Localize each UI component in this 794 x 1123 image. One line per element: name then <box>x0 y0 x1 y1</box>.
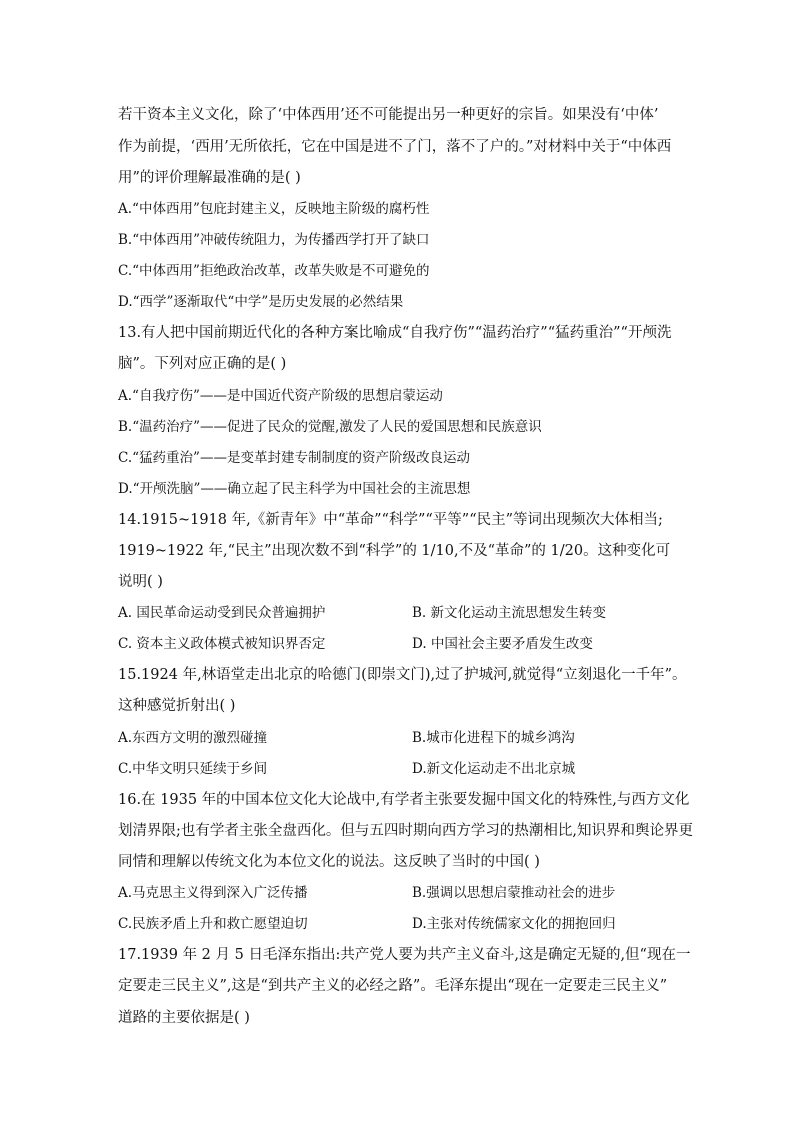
q17-line-1: 17.1939 年 2 月 5 日毛泽东指出:共产党人要为共产主义奋斗,这是确定无疑的,但“现在一 <box>118 947 691 963</box>
q13-option-c: C.“猛药重治”——是变革封建专制制度的资产阶级改良运动 <box>118 450 470 466</box>
intro-line-1: 若干资本主义文化，除了‘中体西用’还不可能提出另一种更好的宗旨。如果没有‘中体’ <box>118 107 659 123</box>
q16-option-d: D.主张对传统儒家文化的拥抱回归 <box>412 916 616 932</box>
q16-option-a: A.马克思主义得到深入广泛传播 <box>118 885 308 901</box>
q14-line-1: 14.1915~1918 年,《新青年》中“革命”“科学”“平等”“民主”等词出现频次大体相当; <box>118 512 663 528</box>
q13-line-1: 13.有人把中国前期近代化的各种方案比喻成“自我疗伤”“温药治疗”“猛药重治”“开颅洗 <box>118 325 672 341</box>
q16-line-1: 16.在 1935 年的中国本位文化大论战中,有学者主张要发掘中国文化的特殊性,与西方文化 <box>118 792 690 808</box>
q15-line-1: 15.1924 年,林语堂走出北京的哈德门(即崇文门),过了护城河,就觉得“立刻退化一千年”。 <box>118 667 687 683</box>
intro-line-3: 用”的评价理解最准确的是( ) <box>118 170 301 186</box>
q17-line-2: 定要走三民主义”,这是“到共产主义的必经之路”。毛泽东提出“现在一定要走三民主义” <box>118 978 668 994</box>
intro-option-b: B.“中体西用”冲破传统阻力，为传播西学打开了缺口 <box>118 232 430 248</box>
q16-option-c: C.民族矛盾上升和救亡愿望迫切 <box>118 916 308 932</box>
q15-option-b: B.城市化进程下的城乡鸿沟 <box>412 730 575 746</box>
q13-option-b: B.“温药治疗”——促进了民众的觉醒,激发了人民的爱国思想和民族意识 <box>118 419 542 435</box>
q16-line-3: 同情和理解以传统文化为本位文化的说法。这反映了当时的中国( ) <box>118 854 540 870</box>
q13-line-2: 脑”。下列对应正确的是( ) <box>118 356 287 372</box>
intro-option-d: D.“西学”逐渐取代“中学”是历史发展的必然结果 <box>118 294 404 310</box>
intro-line-2: 作为前提，‘西用’无所依托，它在中国是进不了门，落不了户的。”对材料中关于“中体西 <box>118 139 672 155</box>
q13-option-a: A.“自我疗伤”——是中国近代资产阶级的思想启蒙运动 <box>118 388 443 404</box>
q14-line-3: 说明( ) <box>118 574 163 590</box>
q14-line-2: 1919~1922 年,“民主”出现次数不到“科学”的 1/10,不及“革命”的 1/20。这种变化可 <box>118 543 671 559</box>
q17-line-3: 道路的主要依据是( ) <box>118 1010 250 1026</box>
intro-option-a: A.“中体西用”包庇封建主义，反映地主阶级的腐朽性 <box>118 201 430 217</box>
q15-option-a: A.东西方文明的激烈碰撞 <box>118 730 268 746</box>
q14-option-b: B. 新文化运动主流思想发生转变 <box>412 605 607 621</box>
q16-line-2: 划清界限;也有学者主张全盘西化。但与五四时期向西方学习的热潮相比,知识界和舆论界更 <box>118 823 693 839</box>
q15-option-d: D.新文化运动走不出北京城 <box>412 761 576 777</box>
q15-option-c: C.中华文明只延续于乡间 <box>118 761 268 777</box>
q14-option-c: C. 资本主义政体模式被知识界否定 <box>118 636 326 652</box>
q15-line-2: 这种感觉折射出( ) <box>118 698 236 714</box>
q14-option-a: A. 国民革命运动受到民众普遍拥护 <box>118 605 326 621</box>
intro-option-c: C.“中体西用”拒绝政治改革，改革失败是不可避免的 <box>118 263 430 279</box>
q16-option-b: B.强调以思想启蒙推动社会的进步 <box>412 885 616 901</box>
q13-option-d: D.“开颅洗脑”——确立起了民主科学为中国社会的主流思想 <box>118 481 471 497</box>
q14-option-d: D. 中国社会主要矛盾发生改变 <box>412 636 593 652</box>
